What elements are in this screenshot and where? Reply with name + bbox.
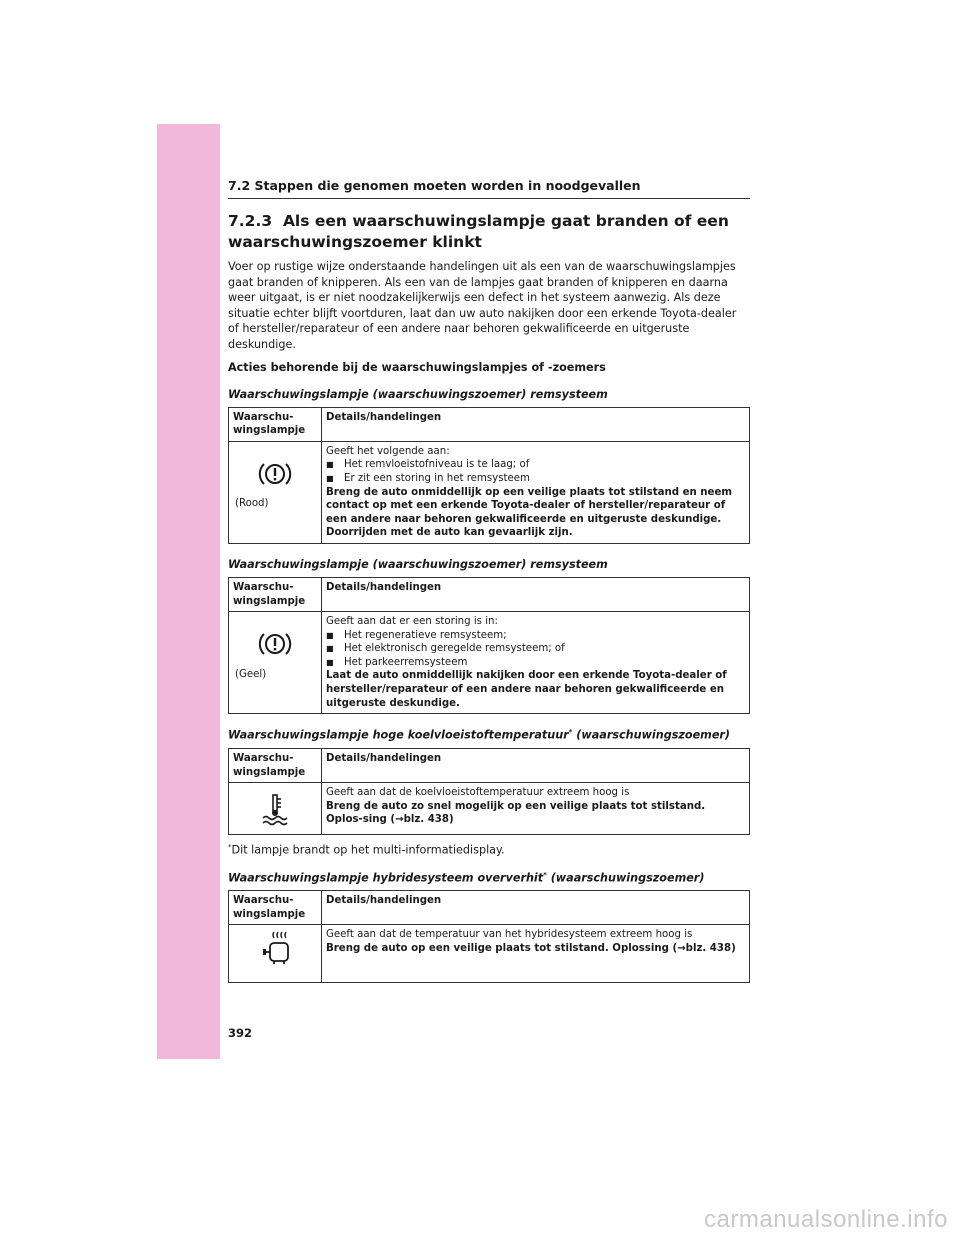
details-action: Breng de auto onmiddellijk op een veilige plaats tot stilstand en neem contact op met een erkende Toyota-dealer of hersteller/reparateur of een andere naar behoren gekwalificeerde en uitgeruste deskundige. Doorrijden met de auto kan gevaarlijk zijn. bbox=[326, 486, 732, 539]
table-title-text: Waarschuwingslampje hoge koelvloeistoftemperatuur bbox=[228, 728, 569, 742]
heading-number: 7.2.3 bbox=[228, 212, 273, 230]
lamp-cell bbox=[229, 783, 322, 835]
bullet-item: ■ Het remvloeistofniveau is te laag; of bbox=[326, 458, 745, 472]
details-action: Laat de auto onmiddellijk nakijken door een erkende Toyota-dealer of hersteller/reparateur of een andere naar behoren gekwalificeerde en uitgeruste deskundige. bbox=[326, 670, 727, 709]
table-row bbox=[229, 783, 750, 835]
details-cell bbox=[322, 441, 750, 543]
details-action bbox=[326, 942, 745, 956]
col-header-details: Details/handelingen bbox=[322, 748, 750, 782]
action-close: ) bbox=[448, 814, 454, 826]
table-header-row bbox=[229, 407, 750, 441]
table-row bbox=[229, 441, 750, 543]
table-title-4 bbox=[228, 871, 750, 885]
page-number: 392 bbox=[228, 1026, 253, 1040]
col-header-details: Details/handelingen bbox=[322, 577, 750, 611]
footnote-mark: * bbox=[228, 842, 232, 851]
table-title-suffix: (waarschuwingszoemer) bbox=[572, 728, 731, 742]
warning-table-3 bbox=[228, 748, 750, 835]
section-header: 7.2 Stappen die genomen moeten worden in noodgevallen bbox=[228, 178, 750, 199]
brake-warning-icon bbox=[258, 459, 292, 489]
lamp-color-label: (Geel) bbox=[235, 668, 267, 680]
details-cell bbox=[322, 783, 750, 835]
table-title-suffix: (waarschuwingszoemer) bbox=[546, 871, 705, 885]
bullet-item: ■ Het regeneratieve remsysteem; bbox=[326, 629, 745, 643]
hybrid-system-overheat-icon bbox=[257, 930, 293, 966]
page-reference-link[interactable]: →blz. 438 bbox=[677, 943, 732, 955]
col-header-lamp: Waarschu-wingslampje bbox=[229, 748, 322, 782]
chapter-tab-band bbox=[157, 124, 220, 1059]
details-action bbox=[326, 800, 745, 827]
details-intro: Geeft aan dat de temperatuur van het hybridesysteem extreem hoog is bbox=[326, 929, 693, 941]
col-header-details: Details/handelingen bbox=[322, 891, 750, 925]
bullet-item: ■ Het parkeerremsysteem bbox=[326, 656, 745, 670]
details-intro: Geeft aan dat de koelvloeistoftemperatuur extreem hoog is bbox=[326, 787, 630, 799]
details-cell bbox=[322, 925, 750, 983]
watermark: carmanualsonline.info bbox=[704, 1206, 948, 1233]
table-title-2: Waarschuwingslampje (waarschuwingszoemer) remsysteem bbox=[228, 557, 608, 571]
bullet-item: ■ Er zit een storing in het remsysteem bbox=[326, 472, 745, 486]
page-title bbox=[228, 211, 750, 253]
subheading: Acties behorende bij de waarschuwingslampjes of -zoemers bbox=[228, 360, 606, 374]
action-close: ) bbox=[731, 943, 736, 955]
footnote-mark: * bbox=[568, 728, 573, 737]
bullet-item: ■ Het elektronisch geregelde remsysteem; of bbox=[326, 642, 745, 656]
footnote bbox=[228, 843, 750, 857]
heading-text: Als een waarschuwingslampje gaat branden of een waarschuwingszoemer klinkt bbox=[228, 212, 729, 251]
col-header-lamp: Waarschu-wingslampje bbox=[229, 891, 322, 925]
table-title-1: Waarschuwingslampje (waarschuwingszoemer) remsysteem bbox=[228, 387, 608, 401]
lamp-cell bbox=[229, 441, 322, 543]
table-row bbox=[229, 612, 750, 714]
lamp-cell bbox=[229, 612, 322, 714]
col-header-details: Details/handelingen bbox=[322, 407, 750, 441]
intro-paragraph: Voer op rustige wijze onderstaande handelingen uit als een van de waarschuwingslampjes gaat branden of knipperen. Als een van de lampjes gaat branden of knipperen en daarna weer uitgaat, is er niet noodzakelijkerwijs een defect in het systeem aanwezig. Als deze situatie echter blijft voortduren, laat dan uw auto nakijken door een erkende Toyota-dealer of hersteller/reparateur of een andere naar behoren gekwalificeerde en uitgeruste deskundige. bbox=[228, 260, 737, 351]
table-header-row bbox=[229, 891, 750, 925]
table-title-text: Waarschuwingslampje hybridesysteem oververhit bbox=[228, 871, 544, 885]
action-text: Breng de auto zo snel mogelijk op een veilige plaats tot stilstand. Oplos-sing ( bbox=[326, 800, 706, 826]
col-header-lamp: Waarschu-wingslampje bbox=[229, 577, 322, 611]
table-row bbox=[229, 925, 750, 983]
footnote-mark: * bbox=[543, 870, 547, 879]
warning-table-1 bbox=[228, 407, 750, 544]
table-title-3 bbox=[228, 728, 750, 742]
lamp-cell bbox=[229, 925, 322, 983]
details-intro: Geeft het volgende aan: bbox=[326, 445, 450, 457]
coolant-temperature-icon bbox=[258, 792, 292, 826]
lamp-color-label: (Rood) bbox=[235, 498, 269, 510]
details-cell bbox=[322, 612, 750, 714]
brake-warning-icon bbox=[258, 629, 292, 659]
details-intro: Geeft aan dat er een storing is in: bbox=[326, 616, 498, 628]
warning-table-2 bbox=[228, 577, 750, 714]
col-header-lamp: Waarschu-wingslampje bbox=[229, 407, 322, 441]
footnote-text: Dit lampje brandt op het multi-informatiedisplay. bbox=[231, 843, 505, 857]
table-header-row bbox=[229, 577, 750, 611]
page-reference-link[interactable]: →blz. 438 bbox=[395, 814, 449, 826]
page-content bbox=[228, 178, 750, 983]
action-text: Breng de auto op een veilige plaats tot stilstand. Oplossing ( bbox=[326, 943, 678, 955]
table-header-row bbox=[229, 748, 750, 782]
warning-table-4 bbox=[228, 890, 750, 983]
